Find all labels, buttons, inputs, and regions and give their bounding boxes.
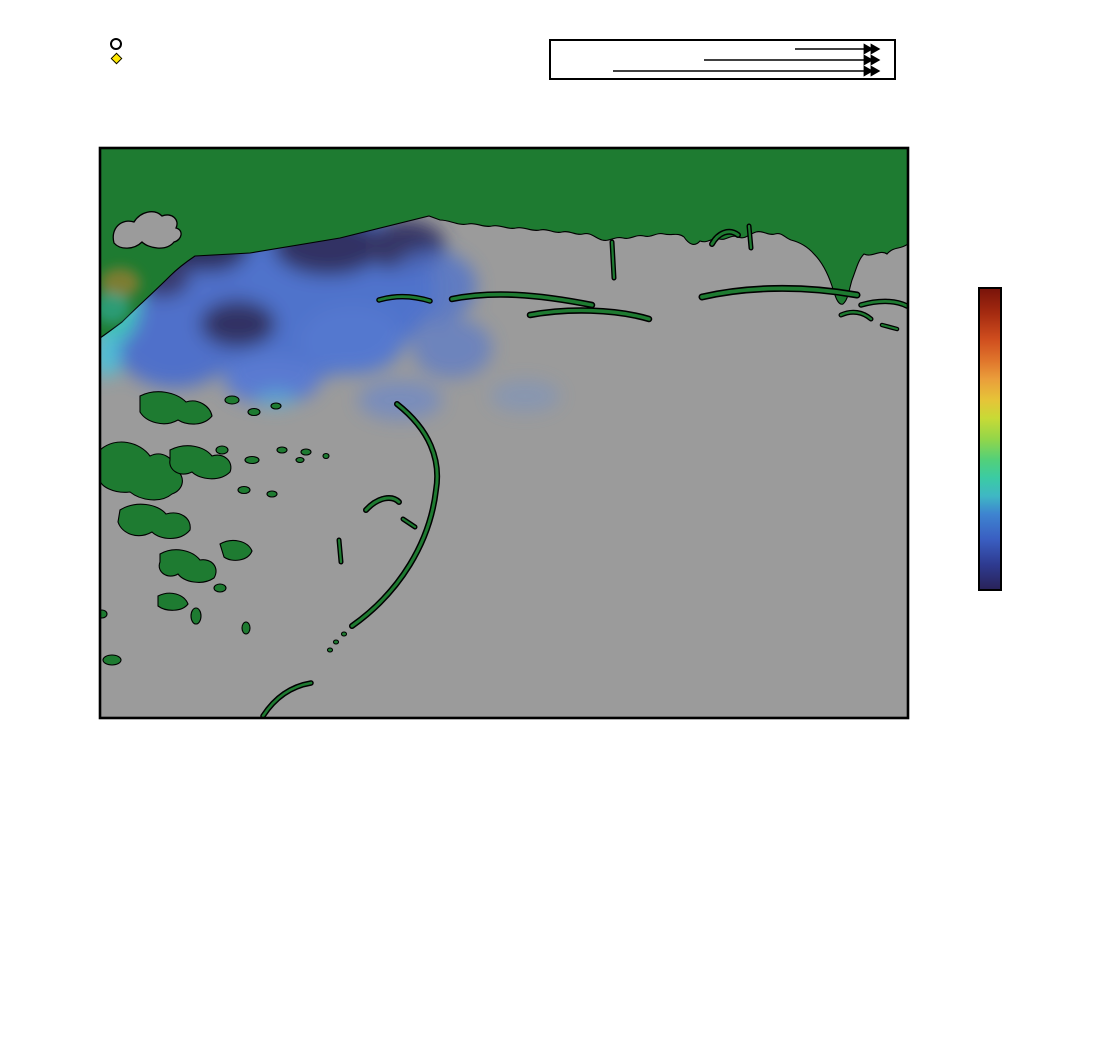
speed-colorbar: [978, 287, 1002, 591]
legend-ndbc-row: [110, 52, 127, 67]
vector-scale-graphic: [551, 41, 894, 78]
vector-scale-box: [549, 39, 896, 80]
legend-usm-row: [110, 37, 127, 52]
usm-circle-icon: [110, 38, 122, 50]
map-canvas: [40, 115, 960, 760]
map-legend: [110, 37, 127, 66]
ndbc-diamond-icon: [111, 53, 123, 65]
